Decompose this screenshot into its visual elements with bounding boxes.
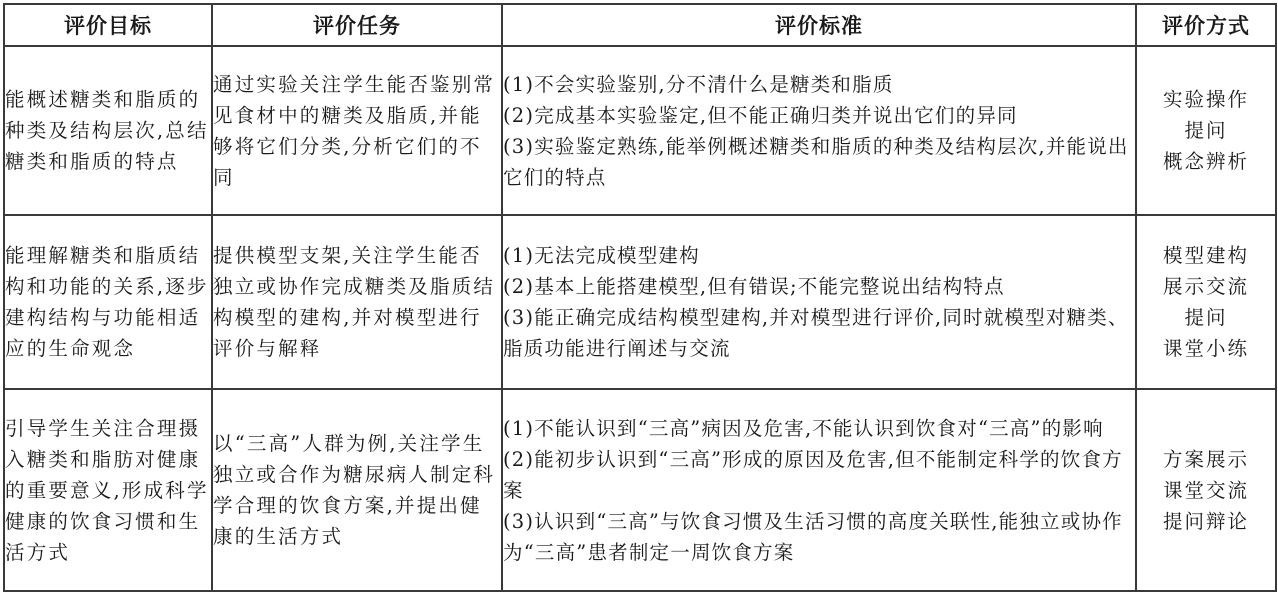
criteria-item: (2)完成基本实验鉴定,但不能正确归类并说出它们的异同 <box>503 103 1018 127</box>
task-text: 提供模型支架,关注学生能否独立或协作完成糖类及脂质结构模型的建构,并对模型进行评价与解释 <box>213 244 496 360</box>
table-row <box>4 46 1276 215</box>
method-item: 方案展示 <box>1162 447 1249 471</box>
method-item: 提问辩论 <box>1162 509 1249 533</box>
criteria-item: (2)能初步认识到“三高”形成的原因及危害,但不能制定科学的饮食方案 <box>503 447 1123 502</box>
criteria-item: (1)不会实验鉴别,分不清什么是糖类和脂质 <box>503 72 894 96</box>
task-text: 通过实验关注学生能否鉴别常见食材中的糖类及脂质,并能够将它们分类,分析它们的不同 <box>213 72 496 189</box>
method-cell <box>1136 215 1276 389</box>
method-item: 课堂小练 <box>1162 337 1249 360</box>
goal-cell <box>4 46 212 215</box>
goal-text: 能理解糖类和脂质结构和功能的关系,逐步建构结构与功能相适应的生命观念 <box>5 244 209 360</box>
method-cell <box>1136 389 1276 591</box>
goal-cell <box>4 389 212 591</box>
evaluation-table <box>3 3 1277 592</box>
criteria-item: (3)认识到“三高”与饮食习惯及生活习惯的高度关联性,能独立或协作为“三高”患者制定一周饮食方案 <box>503 509 1123 564</box>
method-item: 提问 <box>1184 119 1228 142</box>
criteria-item: (2)基本上能搭建模型,但有错误;不能完整说出结构特点 <box>503 275 1005 298</box>
method-cell <box>1136 46 1276 215</box>
header-task: 评价任务 <box>212 4 502 46</box>
method-item: 实验操作 <box>1162 88 1249 111</box>
goal-text: 引导学生关注合理摄入糖类和脂肪对健康的重要意义,形成科学健康的饮食习惯和生活方式 <box>5 416 209 564</box>
table-header <box>4 4 1276 46</box>
method-item: 课堂交流 <box>1162 478 1249 502</box>
criteria-cell <box>502 46 1136 215</box>
task-text: 以“三高”人群为例,关注学生独立或合作为糖尿病人制定科学合理的饮食方案,并提出健康的生活方式 <box>213 432 496 548</box>
table-body <box>4 46 1276 591</box>
table-row <box>4 389 1276 591</box>
method-item: 提问 <box>1184 306 1228 329</box>
criteria-item: (1)不能认识到“三高”病因及危害,不能认识到饮食对“三高”的影响 <box>503 416 1104 440</box>
goal-cell <box>4 215 212 389</box>
method-item: 概念辨析 <box>1162 150 1249 173</box>
criteria-cell <box>502 215 1136 389</box>
task-cell <box>212 215 502 389</box>
header-row <box>4 4 1276 46</box>
header-goal: 评价目标 <box>4 4 212 46</box>
header-method: 评价方式 <box>1136 4 1276 46</box>
table-row <box>4 215 1276 389</box>
goal-text: 能概述糖类和脂质的种类及结构层次,总结糖类和脂质的特点 <box>5 88 209 173</box>
method-item: 模型建构 <box>1162 244 1249 267</box>
task-cell <box>212 389 502 591</box>
criteria-item: (1)无法完成模型建构 <box>503 244 700 267</box>
header-criteria: 评价标准 <box>502 4 1136 46</box>
criteria-item: (3)能正确完成结构模型建构,并对模型进行评价,同时就模型对糖类、脂质功能进行阐述与交流 <box>503 306 1129 360</box>
criteria-item: (3)实验鉴定熟练,能举例概述糖类和脂质的种类及结构层次,并能说出它们的特点 <box>503 134 1129 189</box>
task-cell <box>212 46 502 215</box>
method-item: 展示交流 <box>1162 275 1249 298</box>
criteria-cell <box>502 389 1136 591</box>
